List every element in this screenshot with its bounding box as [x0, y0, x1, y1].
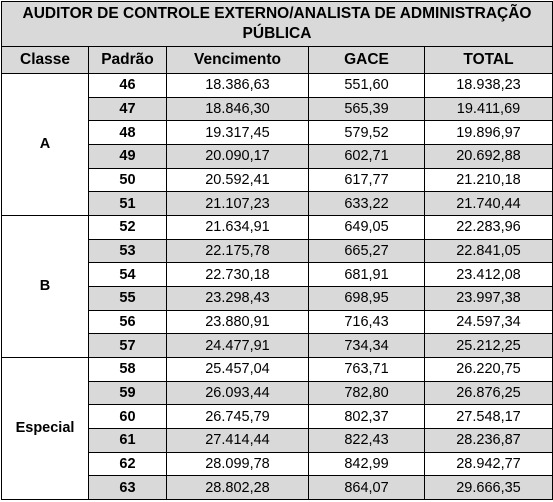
- table-row: [2, 357, 553, 381]
- table-row: [2, 74, 553, 98]
- gace-cell: 665,27: [309, 239, 425, 263]
- header-vencimento: Vencimento: [167, 47, 309, 74]
- padrao-cell: 53: [89, 239, 167, 263]
- gace-cell: 716,43: [309, 310, 425, 334]
- total-cell: 21.210,18: [425, 168, 553, 192]
- header-gace: GACE: [309, 47, 425, 74]
- padrao-cell: 46: [89, 74, 167, 98]
- classe-cell: B: [2, 215, 89, 357]
- gace-cell: 763,71: [309, 357, 425, 381]
- total-cell: 26.876,25: [425, 381, 553, 405]
- padrao-cell: 60: [89, 405, 167, 429]
- total-cell: 19.411,69: [425, 97, 553, 121]
- padrao-cell: 62: [89, 452, 167, 476]
- padrao-cell: 59: [89, 381, 167, 405]
- gace-cell: 822,43: [309, 428, 425, 452]
- padrao-cell: 50: [89, 168, 167, 192]
- gace-cell: 633,22: [309, 192, 425, 216]
- vencimento-cell: 18.386,63: [167, 74, 309, 98]
- header-total: TOTAL: [425, 47, 553, 74]
- vencimento-cell: 23.298,43: [167, 286, 309, 310]
- padrao-cell: 63: [89, 476, 167, 500]
- title-row: [2, 2, 553, 47]
- total-cell: 27.548,17: [425, 405, 553, 429]
- padrao-cell: 54: [89, 263, 167, 287]
- vencimento-cell: 24.477,91: [167, 334, 309, 358]
- padrao-cell: 58: [89, 357, 167, 381]
- vencimento-cell: 18.846,30: [167, 97, 309, 121]
- total-cell: 21.740,44: [425, 192, 553, 216]
- total-cell: 28.942,77: [425, 452, 553, 476]
- gace-cell: 617,77: [309, 168, 425, 192]
- gace-cell: 579,52: [309, 121, 425, 145]
- padrao-cell: 48: [89, 121, 167, 145]
- vencimento-cell: 25.457,04: [167, 357, 309, 381]
- vencimento-cell: 21.107,23: [167, 192, 309, 216]
- padrao-cell: 61: [89, 428, 167, 452]
- padrao-cell: 56: [89, 310, 167, 334]
- vencimento-cell: 20.090,17: [167, 144, 309, 168]
- total-cell: 28.236,87: [425, 428, 553, 452]
- vencimento-cell: 28.099,78: [167, 452, 309, 476]
- total-cell: 22.283,96: [425, 215, 553, 239]
- vencimento-cell: 22.730,18: [167, 263, 309, 287]
- padrao-cell: 55: [89, 286, 167, 310]
- gace-cell: 681,91: [309, 263, 425, 287]
- gace-cell: 565,39: [309, 97, 425, 121]
- total-cell: 25.212,25: [425, 334, 553, 358]
- total-cell: 18.938,23: [425, 74, 553, 98]
- vencimento-cell: 21.634,91: [167, 215, 309, 239]
- gace-cell: 734,34: [309, 334, 425, 358]
- vencimento-cell: 28.802,28: [167, 476, 309, 500]
- vencimento-cell: 19.317,45: [167, 121, 309, 145]
- vencimento-cell: 20.592,41: [167, 168, 309, 192]
- vencimento-cell: 22.175,78: [167, 239, 309, 263]
- padrao-cell: 51: [89, 192, 167, 216]
- padrao-cell: 49: [89, 144, 167, 168]
- table-body: [2, 74, 553, 500]
- total-cell: 19.896,97: [425, 121, 553, 145]
- vencimento-cell: 27.414,44: [167, 428, 309, 452]
- gace-cell: 782,80: [309, 381, 425, 405]
- gace-cell: 602,71: [309, 144, 425, 168]
- vencimento-cell: 23.880,91: [167, 310, 309, 334]
- padrao-cell: 57: [89, 334, 167, 358]
- gace-cell: 842,99: [309, 452, 425, 476]
- total-cell: 24.597,34: [425, 310, 553, 334]
- total-cell: 22.841,05: [425, 239, 553, 263]
- total-cell: 29.666,35: [425, 476, 553, 500]
- header-row: [2, 47, 553, 74]
- gace-cell: 802,37: [309, 405, 425, 429]
- padrao-cell: 52: [89, 215, 167, 239]
- vencimento-cell: 26.745,79: [167, 405, 309, 429]
- total-cell: 23.412,08: [425, 263, 553, 287]
- vencimento-cell: 26.093,44: [167, 381, 309, 405]
- classe-cell: A: [2, 74, 89, 216]
- table-row: [2, 215, 553, 239]
- classe-cell: Especial: [2, 357, 89, 499]
- gace-cell: 551,60: [309, 74, 425, 98]
- padrao-cell: 47: [89, 97, 167, 121]
- salary-table: [1, 1, 553, 500]
- header-classe: Classe: [2, 47, 89, 74]
- total-cell: 26.220,75: [425, 357, 553, 381]
- gace-cell: 698,95: [309, 286, 425, 310]
- table-title: AUDITOR DE CONTROLE EXTERNO/ANALISTA DE ADMINISTRAÇÃO PÚBLICA: [2, 2, 553, 47]
- gace-cell: 649,05: [309, 215, 425, 239]
- gace-cell: 864,07: [309, 476, 425, 500]
- header-padrao: Padrão: [89, 47, 167, 74]
- total-cell: 20.692,88: [425, 144, 553, 168]
- total-cell: 23.997,38: [425, 286, 553, 310]
